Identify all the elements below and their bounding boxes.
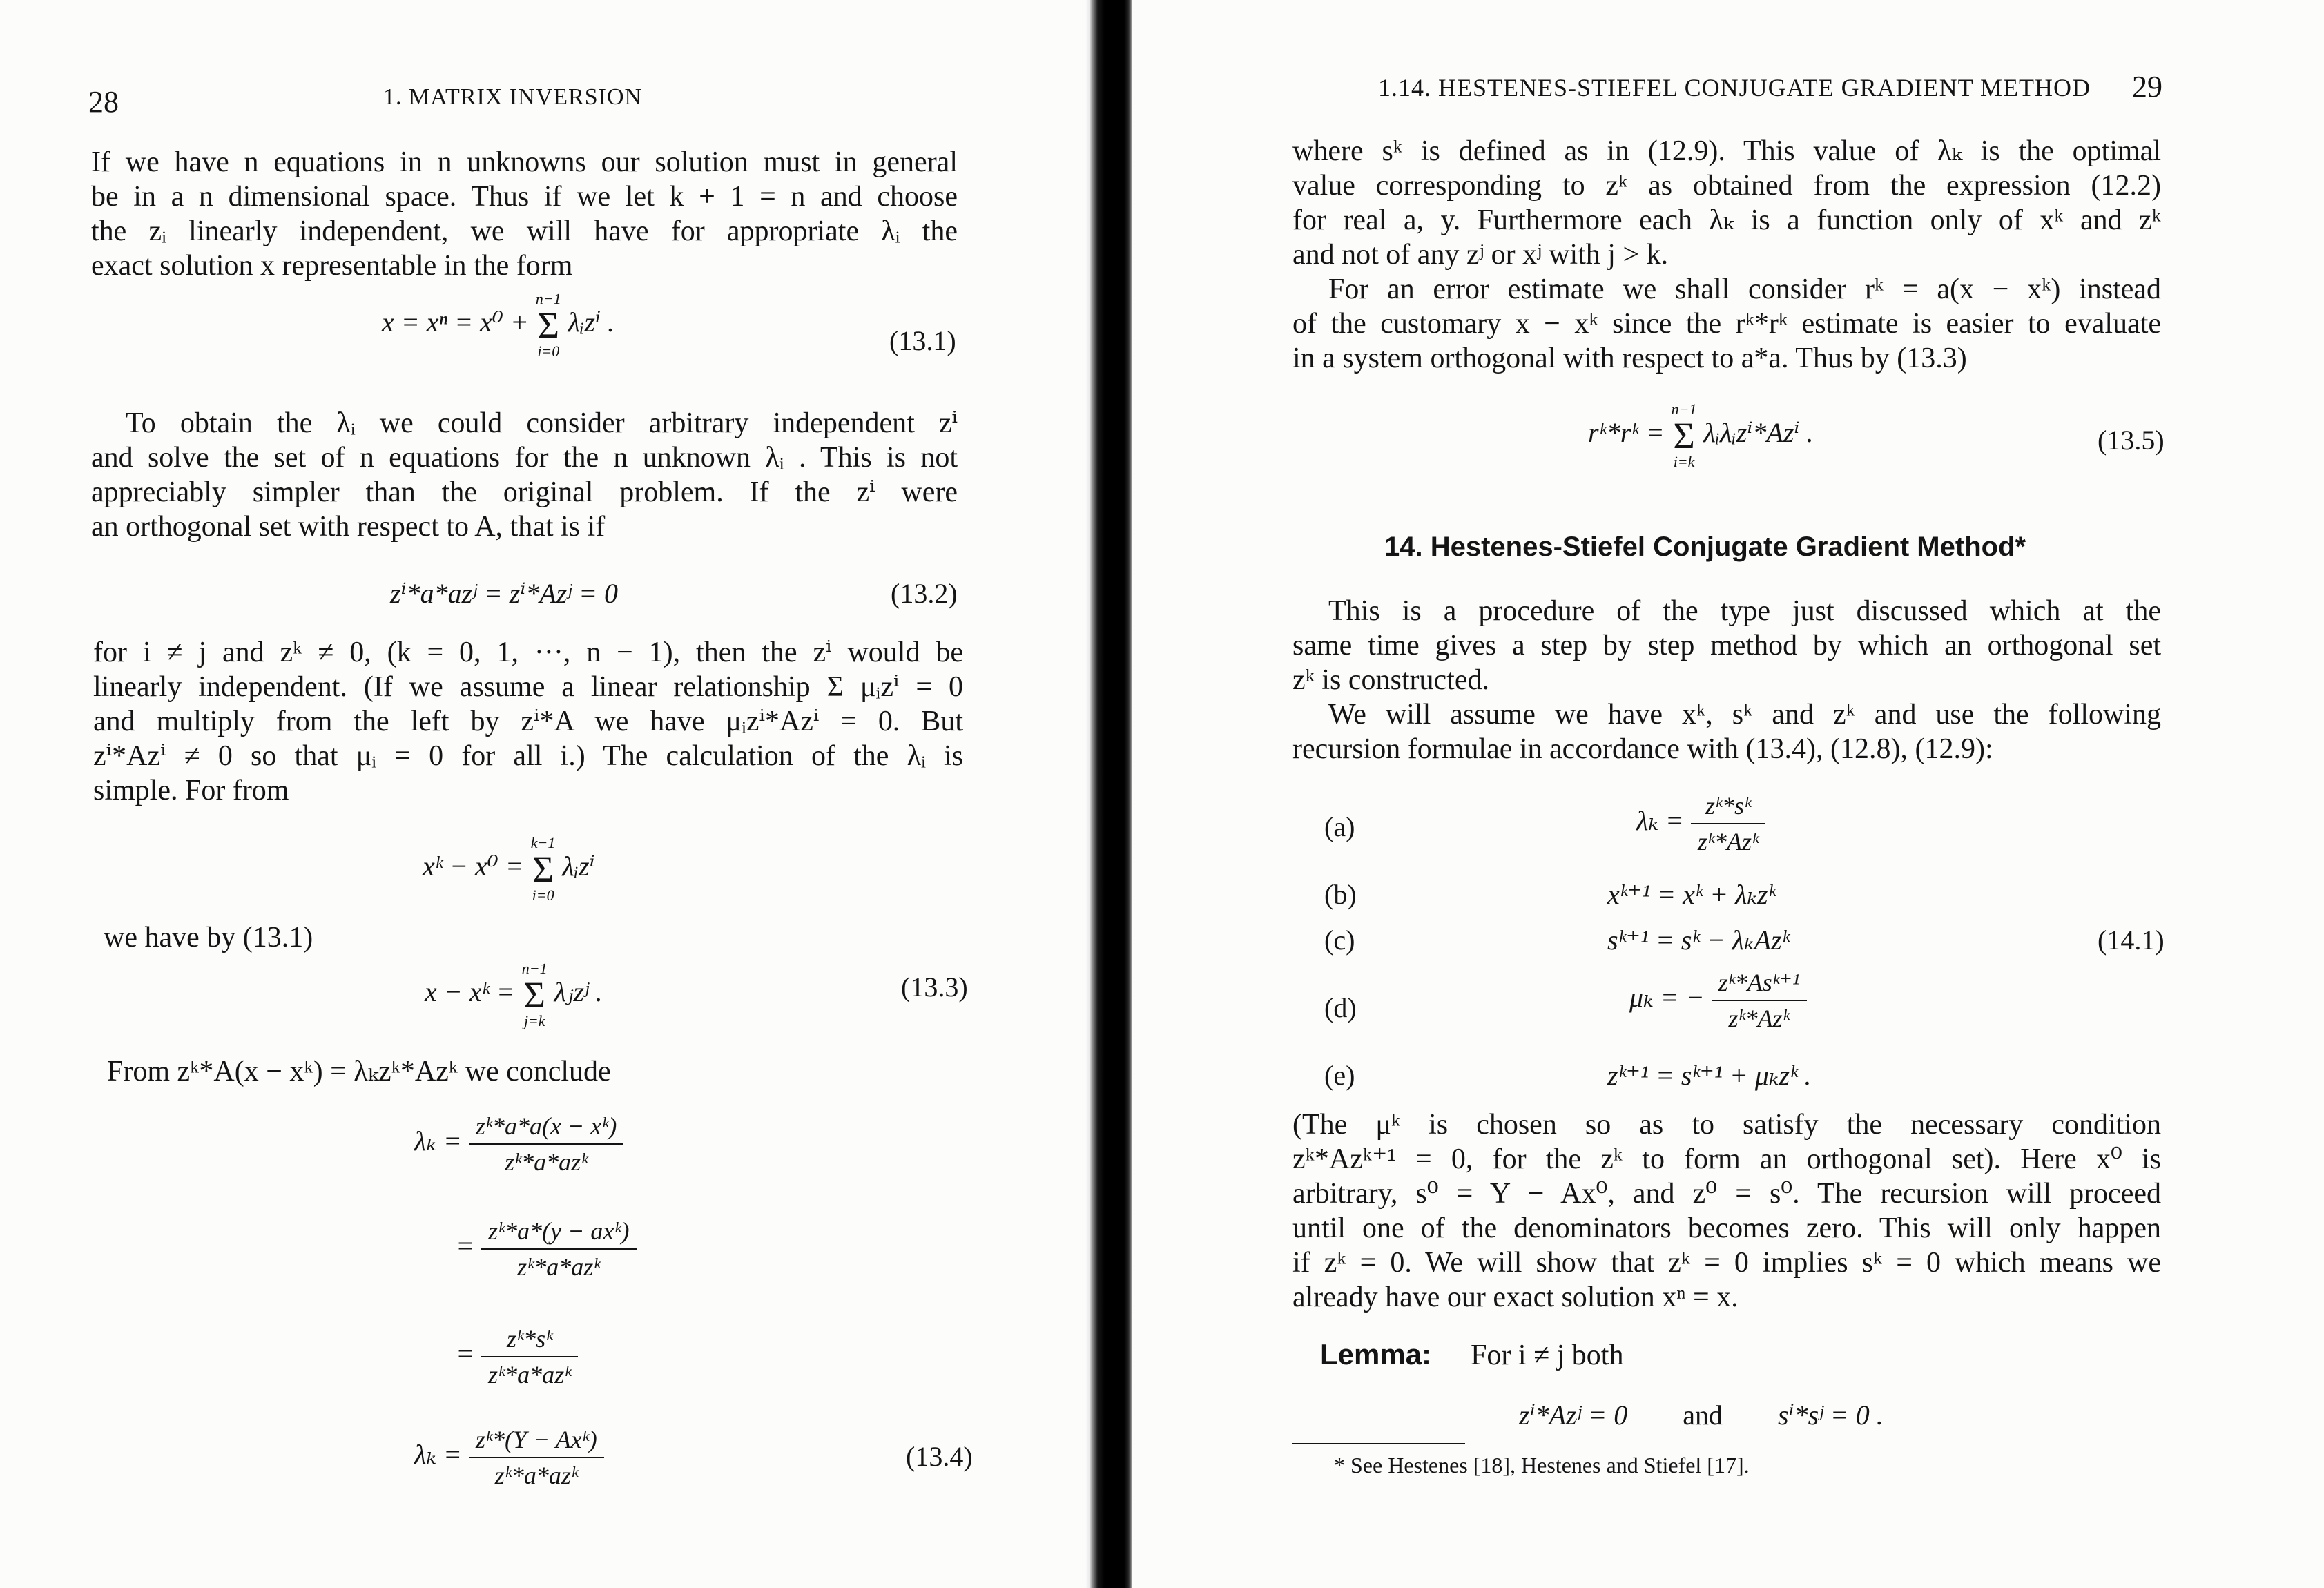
text-line: and multiply from the left by zⁱ*A we have μᵢzⁱ*Azⁱ = 0. But — [93, 706, 963, 737]
right-paragraph-2 — [1292, 272, 2161, 376]
recursion-c: sᵏ⁺¹ = sᵏ − λₖAzᵏ — [1607, 924, 1790, 956]
page-number-left: 28 — [88, 85, 119, 119]
equation-13-5 — [1588, 402, 1813, 469]
eq-lhs: xᵏ − x⁰ = — [423, 851, 531, 882]
recursion-e: zᵏ⁺¹ = sᵏ⁺¹ + μₖzᵏ . — [1607, 1060, 1812, 1091]
lemma-eq-left: zⁱ*Azʲ = 0 — [1519, 1400, 1628, 1431]
recursion-label-c: (c) — [1324, 924, 1355, 956]
fraction — [469, 1112, 624, 1177]
denominator: zᵏ*Azᵏ — [1697, 828, 1759, 855]
text-line: the zᵢ linearly independent, we will have for appropriate λᵢ the — [91, 215, 958, 247]
summation-symbol — [1672, 402, 1697, 469]
equation-number: (13.2) — [891, 578, 958, 609]
sum-lower: i=k — [1673, 453, 1695, 470]
text-line: for i ≠ j and zᵏ ≠ 0, (k = 0, 1, ···, n − 1), then the zⁱ would be — [93, 637, 963, 668]
recursion-label-b: (b) — [1324, 879, 1357, 910]
numerator: zᵏ*a*(y − axᵏ) — [481, 1217, 637, 1250]
equation-number: (13.5) — [2098, 425, 2165, 456]
eq-rhs: λᵢλᵢzⁱ*Azⁱ . — [1703, 417, 1814, 449]
page-number-right: 29 — [2132, 70, 2162, 104]
text-line: We will assume we have xᵏ, sᵏ and zᵏ and use the following — [1328, 699, 2161, 730]
lemma-text: For i ≠ j both — [1471, 1339, 1624, 1371]
text-line: This is a procedure of the type just discussed which at the — [1328, 595, 2161, 627]
text-line: in a system orthogonal with respect to a*a. Thus by (13.3) — [1292, 342, 1967, 374]
book-gutter — [1085, 0, 1132, 1588]
sum-lower: i=0 — [532, 887, 554, 904]
left-paragraph-2 — [91, 406, 958, 544]
eq-rhs: λᵢzⁱ . — [568, 307, 614, 338]
right-paragraph-3 — [1292, 594, 2161, 697]
eq-lhs: μₖ = − — [1629, 982, 1705, 1014]
equation-13-1 — [382, 291, 614, 359]
numerator: zᵏ*Asᵏ⁺¹ — [1712, 968, 1807, 1001]
footnote-rule — [1292, 1443, 1465, 1444]
summation-symbol — [531, 835, 556, 903]
lambda-lhs: λₖ = — [414, 1439, 462, 1471]
recursion-label-e: (e) — [1324, 1060, 1355, 1091]
recursion-d — [1629, 968, 1807, 1033]
text-line: simple. For from — [93, 775, 289, 806]
sigma-icon: Σ — [537, 304, 560, 346]
text-line: To obtain the λᵢ we could consider arbitrary independent zⁱ — [126, 407, 958, 439]
we-have-text: we have by (13.1) — [104, 922, 313, 953]
summation-symbol — [536, 291, 561, 359]
recursion-label-d: (d) — [1324, 992, 1357, 1023]
text-line: if zᵏ = 0. We will show that zᵏ = 0 implies sᵏ = 0 which means we — [1292, 1247, 2161, 1279]
denominator: zᵏ*a*azᵏ — [494, 1462, 578, 1489]
equation-13-2: zⁱ*a*azʲ = zⁱ*Azʲ = 0 — [390, 578, 618, 609]
equation-13-4-line-1 — [414, 1112, 623, 1177]
text-line: value corresponding to zᵏ as obtained from the expression (12.2) — [1292, 170, 2161, 202]
right-paragraph-4 — [1292, 697, 2161, 766]
text-line: appreciably simpler than the original problem. If the zⁱ were — [91, 476, 958, 508]
text-line: already have our exact solution xⁿ = x. — [1292, 1281, 1739, 1313]
denominator: zᵏ*a*azᵏ — [505, 1148, 588, 1176]
left-paragraph-1 — [91, 145, 958, 283]
sum-upper: k−1 — [530, 834, 556, 851]
text-line: If we have n equations in n unknowns our solution must in general — [91, 146, 958, 178]
text-line: and not of any zʲ or xʲ with j > k. — [1292, 239, 1669, 271]
fraction — [1712, 968, 1807, 1033]
denominator: zᵏ*a*azᵏ — [517, 1253, 601, 1281]
eq-lhs: x − xᵏ = — [425, 976, 522, 1008]
sigma-icon: Σ — [523, 974, 545, 1016]
eq-rhs: λᵢzⁱ — [562, 851, 595, 882]
sum-upper: n−1 — [1671, 400, 1697, 418]
running-head-right: 1.14. HESTENES-STIEFEL CONJUGATE GRADIENT METHOD — [1378, 74, 2091, 101]
summation-symbol — [522, 961, 548, 1029]
recursion-b: xᵏ⁺¹ = xᵏ + λₖzᵏ — [1607, 879, 1776, 910]
lemma-equation — [1519, 1399, 1884, 1431]
lemma-line — [1320, 1338, 1623, 1372]
equation-number: (13.3) — [901, 971, 968, 1003]
fraction — [469, 1425, 604, 1490]
equation-number: (14.1) — [2098, 924, 2165, 956]
recursion-label-a: (a) — [1324, 811, 1355, 842]
running-head-left: 1. MATRIX INVERSION — [383, 84, 643, 110]
eq-lhs: λₖ = — [1636, 805, 1684, 837]
text-line: for real a, y. Furthermore each λₖ is a function only of xᵏ and zᵏ — [1292, 204, 2161, 236]
left-paragraph-3 — [93, 635, 963, 808]
eq-lhs: x = xⁿ = x⁰ + — [382, 307, 536, 338]
equation-13-3 — [425, 961, 603, 1029]
text-line: zᵏ*Azᵏ⁺¹ = 0, for the zᵏ to form an orthogonal set). Here x⁰ is — [1292, 1143, 2161, 1175]
text-line: and solve the set of n equations for the n unknown λᵢ . This is not — [91, 442, 958, 474]
text-line: linearly independent. (If we assume a linear relationship Σ μᵢzⁱ = 0 — [93, 671, 963, 703]
numerator: zᵏ*(Y − Axᵏ) — [469, 1425, 604, 1458]
text-line: where sᵏ is defined as in (12.9). This value of λₖ is the optimal — [1292, 135, 2161, 167]
equation-13-4-line-3 — [456, 1324, 578, 1389]
denominator: zᵏ*Azᵏ — [1728, 1005, 1790, 1032]
sum-lower: j=k — [523, 1012, 545, 1029]
numerator: zᵏ*sᵏ — [481, 1324, 578, 1357]
text-line: an orthogonal set with respect to A, that is if — [91, 511, 606, 543]
numerator: zᵏ*sᵏ — [1691, 791, 1765, 824]
footnote: * See Hestenes [18], Hestenes and Stiefel [17]. — [1334, 1453, 1750, 1478]
right-paragraph-1 — [1292, 134, 2161, 272]
sigma-icon: Σ — [1673, 415, 1695, 456]
fraction — [481, 1324, 578, 1389]
sum-upper: n−1 — [535, 290, 561, 307]
section-title: 14. Hestenes-Stiefel Conjugate Gradient Method* — [1384, 532, 2026, 562]
recursion-a — [1636, 791, 1765, 856]
equation-number: (13.1) — [889, 325, 956, 356]
fraction — [481, 1217, 637, 1281]
text-line: be in a n dimensional space. Thus if we let k + 1 = n and choose — [91, 181, 958, 213]
right-paragraph-5 — [1292, 1107, 2161, 1315]
text-line: zᵏ is constructed. — [1292, 664, 1489, 696]
text-line: exact solution x representable in the form — [91, 250, 573, 282]
lemma-eq-right: sⁱ*sʲ = 0 . — [1777, 1400, 1884, 1431]
text-line: same time gives a step by step method by which an orthogonal set — [1292, 630, 2161, 661]
text-line: (The μᵏ is chosen so as to satisfy the necessary condition — [1292, 1109, 2161, 1141]
fraction — [1691, 791, 1765, 856]
equation-13-4-line-2 — [456, 1217, 637, 1281]
text-line: arbitrary, s⁰ = Y − Ax⁰, and z⁰ = s⁰. The recursion will proceed — [1292, 1178, 2161, 1210]
text-line: of the customary x − xᵏ since the rᵏ*rᵏ estimate is easier to evaluate — [1292, 308, 2161, 340]
text-line: recursion formulae in accordance with (13.4), (12.8), (12.9): — [1292, 733, 1993, 765]
from-line: From zᵏ*A(x − xᵏ) = λₖzᵏ*Azᵏ we conclude — [107, 1056, 611, 1087]
equation-xk — [423, 835, 595, 903]
lemma-eq-and: and — [1683, 1400, 1723, 1431]
right-page — [1132, 0, 2324, 1588]
lemma-keyword: Lemma: — [1320, 1338, 1432, 1371]
text-line: until one of the denominators becomes zero. This will only happen — [1292, 1212, 2161, 1244]
lambda-lhs: λₖ = — [414, 1125, 462, 1157]
numerator: zᵏ*a*a(x − xᵏ) — [469, 1112, 624, 1145]
sum-upper: n−1 — [521, 960, 548, 977]
text-line: For an error estimate we shall consider rᵏ = a(x − xᵏ) instead — [1328, 273, 2161, 305]
denominator: zᵏ*a*azᵏ — [488, 1361, 572, 1388]
eq-rhs: λⱼzʲ . — [554, 976, 603, 1008]
equals-sign: = — [456, 1230, 474, 1262]
equals-sign: = — [456, 1338, 474, 1370]
text-line: zⁱ*Azⁱ ≠ 0 so that μᵢ = 0 for all i.) The calculation of the λᵢ is — [93, 740, 963, 772]
left-page — [0, 0, 1091, 1588]
equation-number: (13.4) — [906, 1441, 973, 1472]
equation-13-4-line-4 — [414, 1425, 604, 1490]
eq-lhs: rᵏ*rᵏ = — [1588, 417, 1672, 449]
sigma-icon: Σ — [532, 849, 554, 890]
sum-lower: i=0 — [537, 342, 560, 360]
